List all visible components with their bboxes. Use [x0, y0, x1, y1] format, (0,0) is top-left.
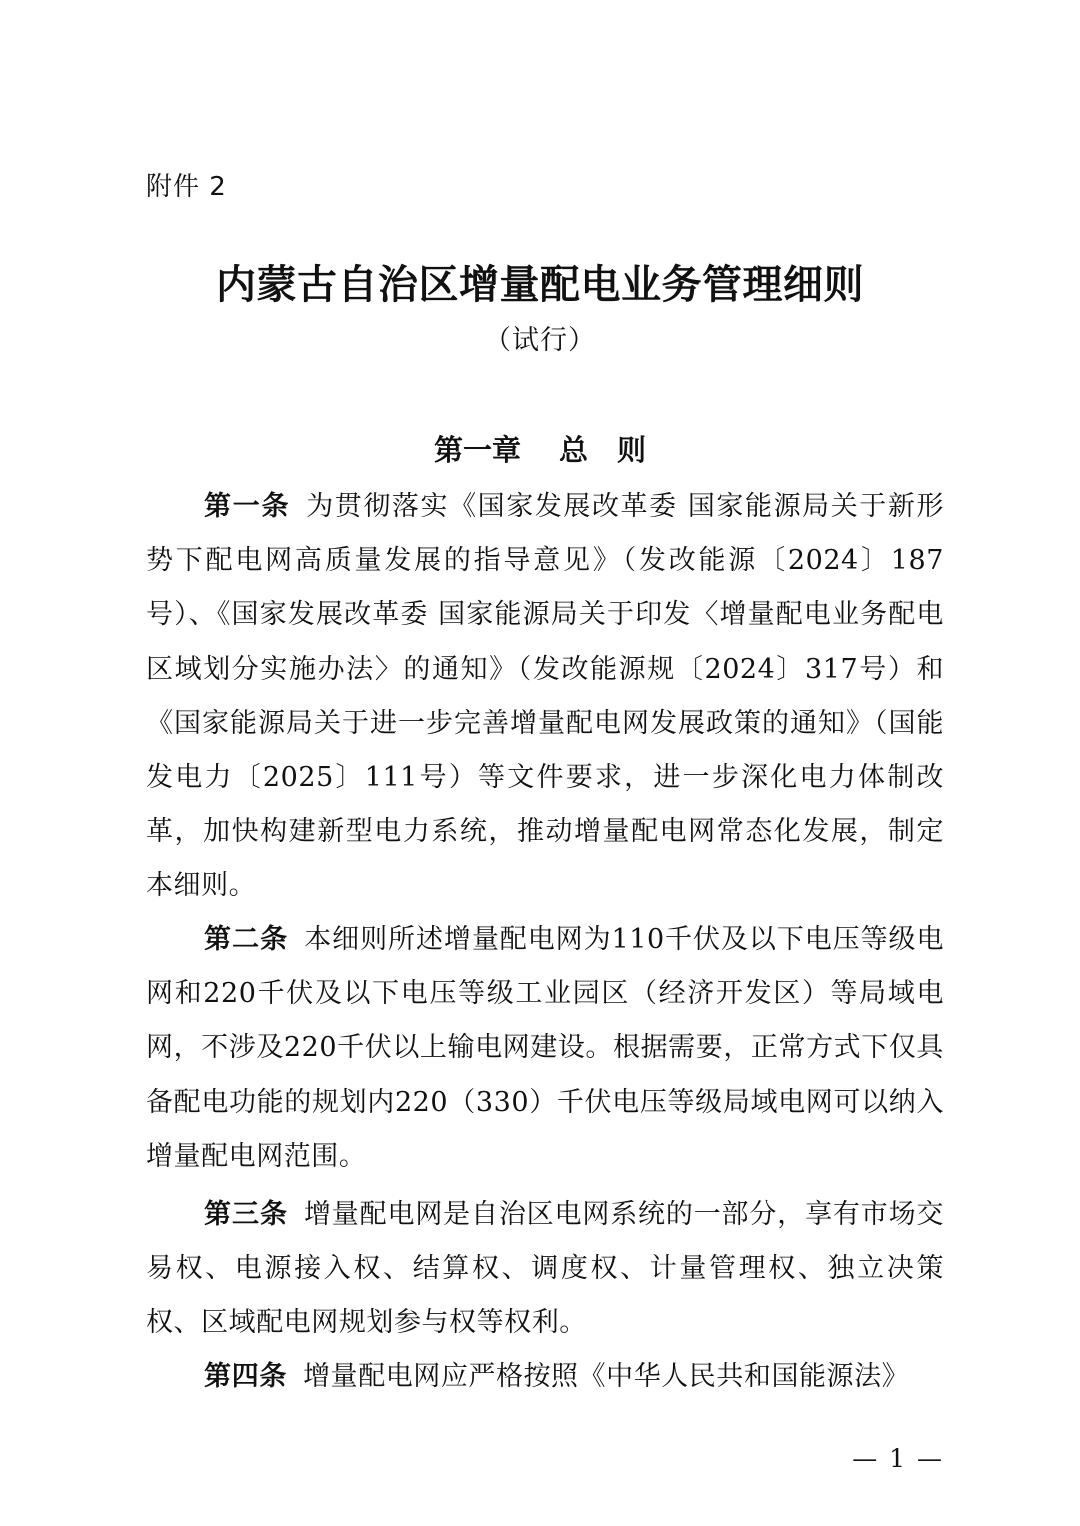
article-1-text: 为贯彻落实《国家发展改革委 国家能源局关于新形势下配电网高质量发展的指导意见》（发改能源〔2024〕187号）、《国家发展改革委 国家能源局关于印发〈增量配电业务配电区域划分实施办法〉的通知》（发改能源规〔2024〕317号）和《国家能源局关于进一步完善增量配电网发展政策的通知》（国能发电力〔2025〕111号）等文件要求，进一步深化电力体制改革，加快构建新型电力系统，推动增量配电网常态化发展，制定本细则。 — [146, 491, 944, 902]
article-3 — [146, 1188, 944, 1351]
chapter-name: 总 则 — [559, 433, 647, 467]
article-4 — [146, 1350, 944, 1404]
attachment-label: 附件 2 — [146, 172, 227, 202]
article-3-label: 第三条 — [204, 1199, 288, 1230]
document-title: 内蒙古自治区增量配电业务管理细则 — [216, 261, 864, 308]
article-3-text: 增量配电网是自治区电网系统的一部分，享有市场交易权、电源接入权、结算权、调度权、计量管理权、独立决策权、区域配电网规划参与权等权利。 — [146, 1199, 944, 1339]
article-2-label: 第二条 — [204, 924, 289, 955]
article-4-text: 增量配电网应严格按照《中华人民共和国能源法》 — [303, 1361, 910, 1392]
article-2 — [146, 913, 944, 1184]
article-2-text: 本细则所述增量配电网为110千伏及以下电压等级电网和220千伏及以下电压等级工业园区（经济开发区）等局域电网，不涉及220千伏以上输电网建设。根据需要，正常方式下仅具备配电功能的规划内220（330）千伏电压等级局域电网可以纳入增量配电网范围。 — [146, 924, 944, 1172]
article-4-label: 第四条 — [204, 1361, 288, 1392]
article-1 — [146, 480, 944, 914]
article-1-label: 第一条 — [204, 491, 291, 522]
chapter-number: 第一章 — [433, 433, 521, 467]
page-number: — 1 — — [852, 1444, 944, 1473]
document-subtitle: （试行） — [484, 325, 596, 356]
chapter-heading — [0, 431, 1080, 469]
